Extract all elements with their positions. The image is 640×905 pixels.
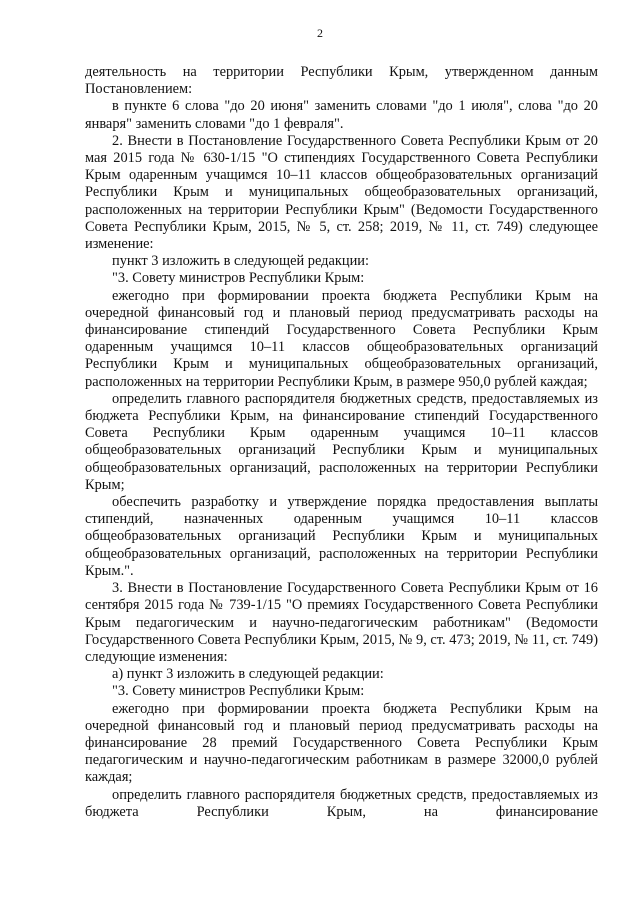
paragraph: обеспечить разработку и утверждение порядка предоставления выплаты стипендий, назначенных одаренным учащимся 10–11 классов общеобразовательных организаций Республики Крым и муниципальных общеобразовательных организаций, расположенных на территории Республики Крым.". bbox=[85, 494, 598, 579]
paragraph: определить главного распорядителя бюджетных средств, предоставляемых из бюджета Республики Крым, на финансирование стипендий Государственного Совета Республики Крым одаренным учащимся 10–11 классов общеобразовательных организаций Республики Крым и муниципальных общеобразовательных организаций, расположенных на территории Республики Крым; bbox=[85, 390, 598, 493]
paragraph: "3. Совету министров Республики Крым: bbox=[112, 683, 365, 700]
document-body bbox=[85, 64, 598, 821]
paragraph: деятельность на территории Республики Крым, утвержденном данным Постановлением: bbox=[85, 64, 598, 98]
page-number: 2 bbox=[317, 26, 323, 40]
paragraph: в пункте 6 слова "до 20 июня" заменить словами "до 1 июля", слова "до 20 января" заменить словами "до 1 февраля". bbox=[85, 98, 598, 132]
paragraph: 3. Внести в Постановление Государственного Совета Республики Крым от 16 сентября 2015 года № 739-1/15 "О премиях Государственного Совета Республики Крым педагогическим и научно-педагогическим работникам" (Ведомости Государственного Совета Республики Крым, 2015, № 9, ст. 473; 2019, № 11, ст. 749) следующие изменения: bbox=[85, 580, 598, 665]
paragraph: "3. Совету министров Республики Крым: bbox=[112, 270, 365, 287]
paragraph: определить главного распорядителя бюджетных средств, предоставляемых из бюджета Республики Крым, на финансирование bbox=[85, 786, 598, 820]
paragraph: 2. Внести в Постановление Государственного Совета Республики Крым от 20 мая 2015 года № 630-1/15 "О стипендиях Государственного Совета Республики Крым одаренным учащимся 10–11 классов общеобразовательных организаций Республики Крым и муниципальных общеобразовательных организаций, расположенных на территории Республики Крым" (Ведомости Государственного Совета Республики Крым, 2015, № 5, ст. 258; 2019, № 11, ст. 749) следующее изменение: bbox=[85, 132, 598, 253]
paragraph: ежегодно при формировании проекта бюджета Республики Крым на очередной финансовый год и плановый период предусматривать расходы на финансирование 28 премий Государственного Совета Республики Крым педагогическим и научно-педагогическим работникам в размере 32000,0 рублей каждая; bbox=[85, 700, 598, 786]
paragraph: а) пункт 3 изложить в следующей редакции: bbox=[112, 666, 384, 683]
paragraph: пункт 3 изложить в следующей редакции: bbox=[112, 253, 369, 270]
paragraph: ежегодно при формировании проекта бюджета Республики Крым на очередной финансовый год и плановый период предусматривать расходы на финансирование стипендий Государственного Совета Республики Крым одаренным учащимся 10–11 классов общеобразовательных организаций Республики Крым и муниципальных общеобразовательных организаций, расположенных на территории Республики Крым, в размере 950,0 рублей каждая; bbox=[85, 287, 598, 390]
